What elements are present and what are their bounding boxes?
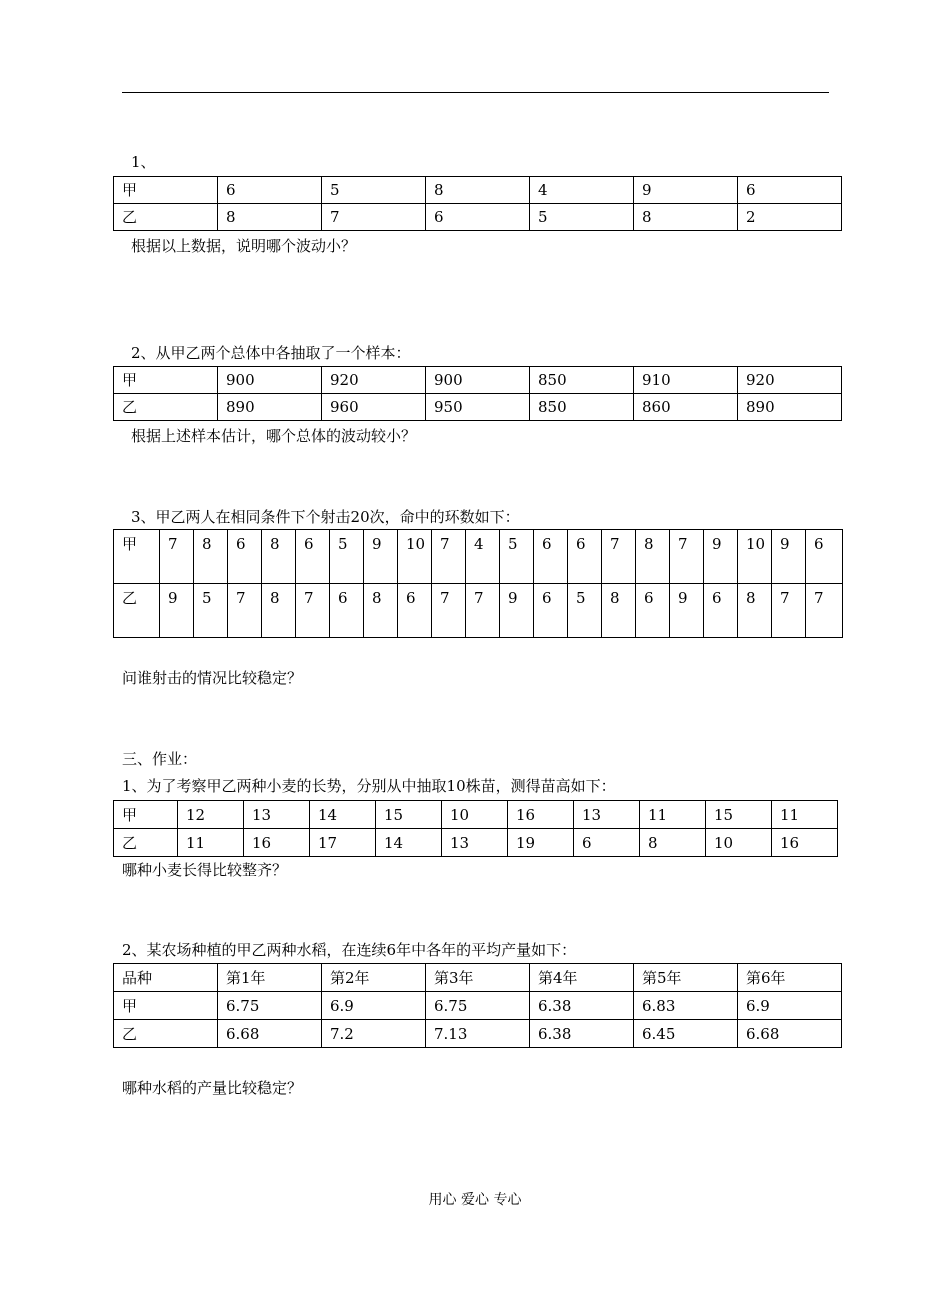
table-cell: 900 [218,367,322,394]
table-cell: 7 [602,530,636,584]
hw2-question: 哪种水稻的产量比较稳定？ [122,1079,303,1097]
table-cell: 6 [534,584,568,638]
row-header-cell: 乙 [114,394,218,421]
table-cell: 14 [376,829,442,857]
q1-table [113,176,842,231]
table-cell: 5 [568,584,602,638]
table-cell: 13 [574,801,640,829]
table-cell: 7 [228,584,262,638]
table-cell: 6.68 [218,1020,322,1048]
table-cell: 7 [772,584,806,638]
table-cell: 6 [704,584,738,638]
table-cell: 8 [426,177,530,204]
table-cell: 960 [322,394,426,421]
row-header-cell: 甲 [114,367,218,394]
table-cell: 13 [244,801,310,829]
table-cell: 8 [738,584,772,638]
table-cell: 第3年 [426,964,530,992]
table-cell: 6.9 [738,992,842,1020]
hw1-intro: 1、为了考察甲乙两种小麦的长势，分别从中抽取10株苗，测得苗高如下： [122,777,616,795]
row-header-cell: 甲 [114,177,218,204]
table-row [114,584,843,638]
table-cell: 8 [194,530,228,584]
table-cell: 850 [530,367,634,394]
table-cell: 7 [432,530,466,584]
table-cell: 7 [322,204,426,231]
row-header-cell: 乙 [114,829,178,857]
table-cell: 9 [364,530,398,584]
table-row [114,177,842,204]
hw1-question: 哪种小麦长得比较整齐？ [122,861,288,879]
table-cell: 8 [640,829,706,857]
table-cell: 第1年 [218,964,322,992]
table-cell: 4 [530,177,634,204]
table-row [114,530,843,584]
table-cell: 6.68 [738,1020,842,1048]
table-cell: 910 [634,367,738,394]
table-cell: 6 [534,530,568,584]
table-cell: 16 [508,801,574,829]
table-cell: 7 [806,584,843,638]
table-cell: 6 [228,530,262,584]
row-header-cell: 品种 [114,964,218,992]
table-cell: 6 [738,177,842,204]
table-cell: 9 [500,584,534,638]
table-cell: 5 [500,530,534,584]
table-row [114,801,838,829]
table-cell: 6 [330,584,364,638]
q1-label: 1、 [131,153,156,171]
table-cell: 2 [738,204,842,231]
table-cell: 5 [194,584,228,638]
table-cell: 8 [602,584,636,638]
table-cell: 6.75 [218,992,322,1020]
table-cell: 12 [178,801,244,829]
table-cell: 6.9 [322,992,426,1020]
table-cell: 7 [160,530,194,584]
table-cell: 8 [262,530,296,584]
table-cell: 850 [530,394,634,421]
table-cell: 6 [806,530,843,584]
table-cell: 6.38 [530,1020,634,1048]
table-cell: 6 [568,530,602,584]
table-cell: 16 [244,829,310,857]
table-cell: 16 [772,829,838,857]
table-cell: 11 [178,829,244,857]
table-cell: 890 [218,394,322,421]
table-cell: 8 [262,584,296,638]
hw2-table [113,963,842,1048]
q2-intro: 2、从甲乙两个总体中各抽取了一个样本： [131,344,411,362]
header-rule [122,92,829,93]
table-cell: 950 [426,394,530,421]
table-cell: 6.83 [634,992,738,1020]
table-cell: 11 [772,801,838,829]
table-row [114,394,842,421]
table-cell: 6 [398,584,432,638]
table-cell: 7 [432,584,466,638]
table-row [114,829,838,857]
row-header-cell: 甲 [114,801,178,829]
q2-question: 根据上述样本估计，哪个总体的波动较小？ [131,427,417,445]
table-cell: 6 [426,204,530,231]
table-row [114,1020,842,1048]
table-row [114,992,842,1020]
q3-table [113,529,843,638]
table-cell: 6.75 [426,992,530,1020]
table-cell: 7 [466,584,500,638]
row-header-cell: 乙 [114,204,218,231]
q3-intro: 3、甲乙两人在相同条件下个射击20次，命中的环数如下： [131,508,520,526]
table-cell: 第6年 [738,964,842,992]
table-cell: 920 [738,367,842,394]
table-cell: 6 [218,177,322,204]
q1-question: 根据以上数据，说明哪个波动小？ [131,237,357,255]
q3-question: 问谁射击的情况比较稳定？ [122,669,303,687]
table-cell: 920 [322,367,426,394]
table-cell: 17 [310,829,376,857]
table-cell: 10 [442,801,508,829]
page-footer: 用心 爱心 专心 [428,1192,522,1208]
table-cell: 10 [738,530,772,584]
table-cell: 6.45 [634,1020,738,1048]
table-cell: 5 [322,177,426,204]
table-cell: 900 [426,367,530,394]
table-row [114,964,842,992]
table-cell: 8 [636,530,670,584]
table-cell: 6 [296,530,330,584]
table-cell: 8 [634,204,738,231]
table-cell: 14 [310,801,376,829]
table-cell: 15 [376,801,442,829]
row-header-cell: 乙 [114,1020,218,1048]
table-cell: 5 [330,530,364,584]
table-cell: 第2年 [322,964,426,992]
table-cell: 13 [442,829,508,857]
table-cell: 9 [634,177,738,204]
table-cell: 7 [670,530,704,584]
table-cell: 5 [530,204,634,231]
hw2-intro: 2、某农场种植的甲乙两种水稻，在连续6年中各年的平均产量如下： [122,941,577,959]
table-cell: 8 [364,584,398,638]
table-cell: 8 [218,204,322,231]
table-cell: 9 [772,530,806,584]
table-cell: 第5年 [634,964,738,992]
q2-table [113,366,842,421]
table-cell: 6 [636,584,670,638]
row-header-cell: 甲 [114,530,160,584]
table-row [114,204,842,231]
table-cell: 7 [296,584,330,638]
table-cell: 7.2 [322,1020,426,1048]
table-cell: 19 [508,829,574,857]
row-header-cell: 甲 [114,992,218,1020]
table-cell: 860 [634,394,738,421]
table-cell: 10 [706,829,772,857]
table-cell: 7.13 [426,1020,530,1048]
table-row [114,367,842,394]
row-header-cell: 乙 [114,584,160,638]
homework-heading: 三、作业： [122,750,198,768]
table-cell: 15 [706,801,772,829]
table-cell: 10 [398,530,432,584]
table-cell: 第4年 [530,964,634,992]
table-cell: 11 [640,801,706,829]
table-cell: 6 [574,829,640,857]
table-cell: 4 [466,530,500,584]
table-cell: 6.38 [530,992,634,1020]
hw1-table [113,800,838,857]
table-cell: 9 [160,584,194,638]
table-cell: 890 [738,394,842,421]
table-cell: 9 [670,584,704,638]
table-cell: 9 [704,530,738,584]
